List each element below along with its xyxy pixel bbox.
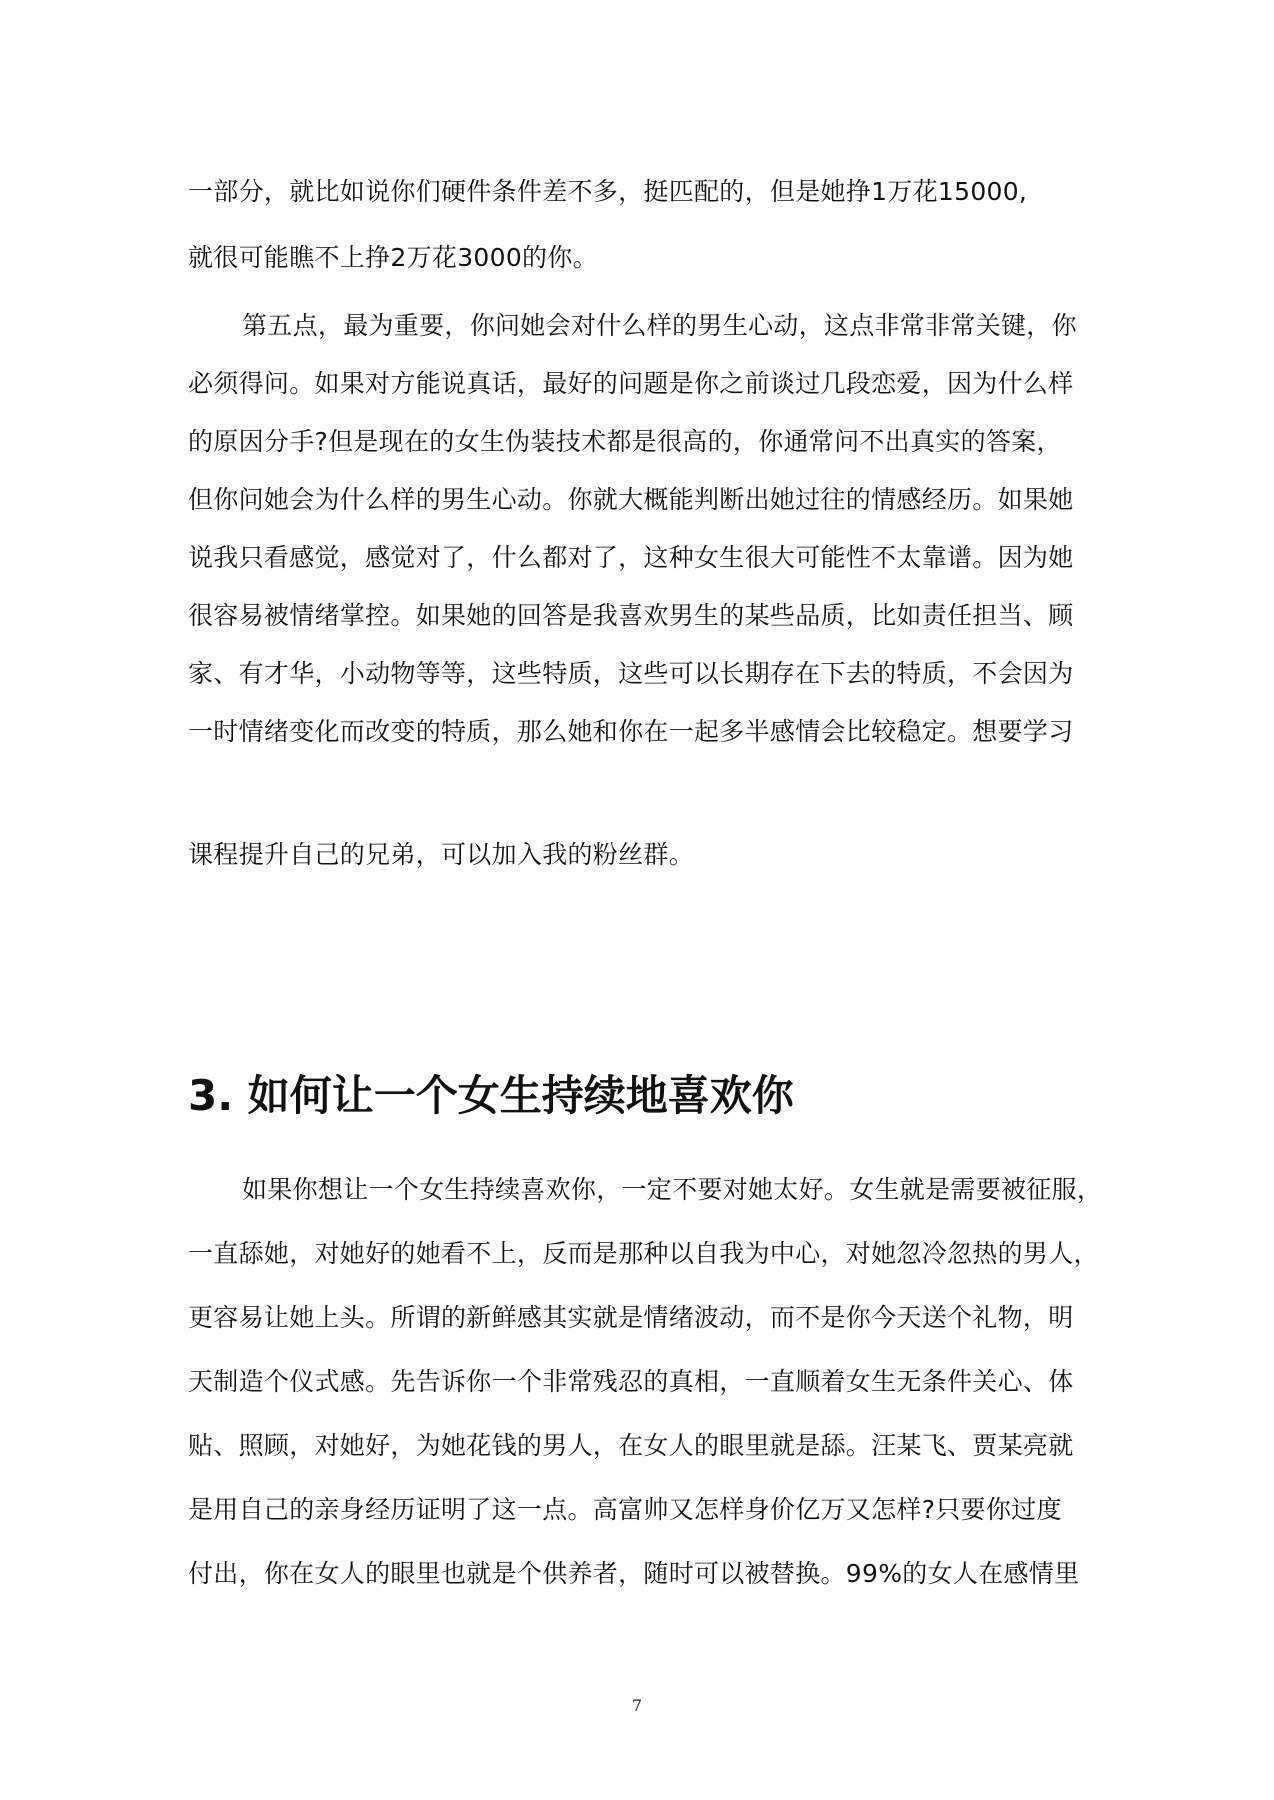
paragraph-line: 必须得问。如果对方能说真话，最好的问题是你之前谈过几段恋爱，因为什么样 <box>188 369 1074 398</box>
paragraph-line: 一部分，就比如说你们硬件条件差不多，挺匹配的，但是她挣1万花15000, <box>188 177 1028 206</box>
paragraph-line: 就很可能瞧不上挣2万花3000的你。 <box>188 243 598 272</box>
paragraph-line: 一直舔她，对她好的她看不上，反而是那种以自我为中心，对她忽冷忽热的男人， <box>188 1239 1099 1268</box>
paragraph-line: 说我只看感觉，感觉对了，什么都对了，这种女生很大可能性不太靠谱。因为她 <box>188 543 1074 572</box>
paragraph-line: 家、有才华，小动物等等，这些特质，这些可以长期存在下去的特质，不会因为 <box>188 659 1074 688</box>
paragraph-line: 第五点，最为重要，你问她会对什么样的男生心动，这点非常非常关键，你 <box>242 311 1077 340</box>
paragraph-line: 如果你想让一个女生持续喜欢你，一定不要对她太好。女生就是需要被征服， <box>242 1175 1103 1204</box>
paragraph-line: 的原因分手?但是现在的女生伪装技术都是很高的，你通常问不出真实的答案， <box>188 427 1062 456</box>
paragraph-line: 一时情绪变化而改变的特质，那么她和你在一起多半感情会比较稳定。想要学习 <box>188 717 1074 746</box>
paragraph-line: 很容易被情绪掌控。如果她的回答是我喜欢男生的某些品质，比如责任担当、顾 <box>188 601 1074 630</box>
paragraph-line: 天制造个仪式感。先告诉你一个非常残忍的真相，一直顺着女生无条件关心、体 <box>188 1367 1074 1396</box>
paragraph-line: 贴、照顾，对她好，为她花钱的男人，在女人的眼里就是舔。汪某飞、贾某亮就 <box>188 1431 1074 1460</box>
page-number: 7 <box>631 1696 643 1715</box>
paragraph-line: 更容易让她上头。所谓的新鲜感其实就是情绪波动，而不是你今天送个礼物，明 <box>188 1303 1074 1332</box>
paragraph-line: 但你问她会为什么样的男生心动。你就大概能判断出她过往的情感经历。如果她 <box>188 485 1074 514</box>
section-heading: 3. 如何让一个女生持续地喜欢你 <box>188 1071 794 1120</box>
paragraph-line: 是用自己的亲身经历证明了这一点。高富帅又怎样身价亿万又怎样?只要你过度 <box>188 1495 1062 1524</box>
paragraph-line: 付出，你在女人的眼里也就是个供养者，随时可以被替换。99%的女人在感情里 <box>188 1559 1080 1588</box>
paragraph-line: 课程提升自己的兄弟，可以加入我的粉丝群。 <box>188 840 695 869</box>
